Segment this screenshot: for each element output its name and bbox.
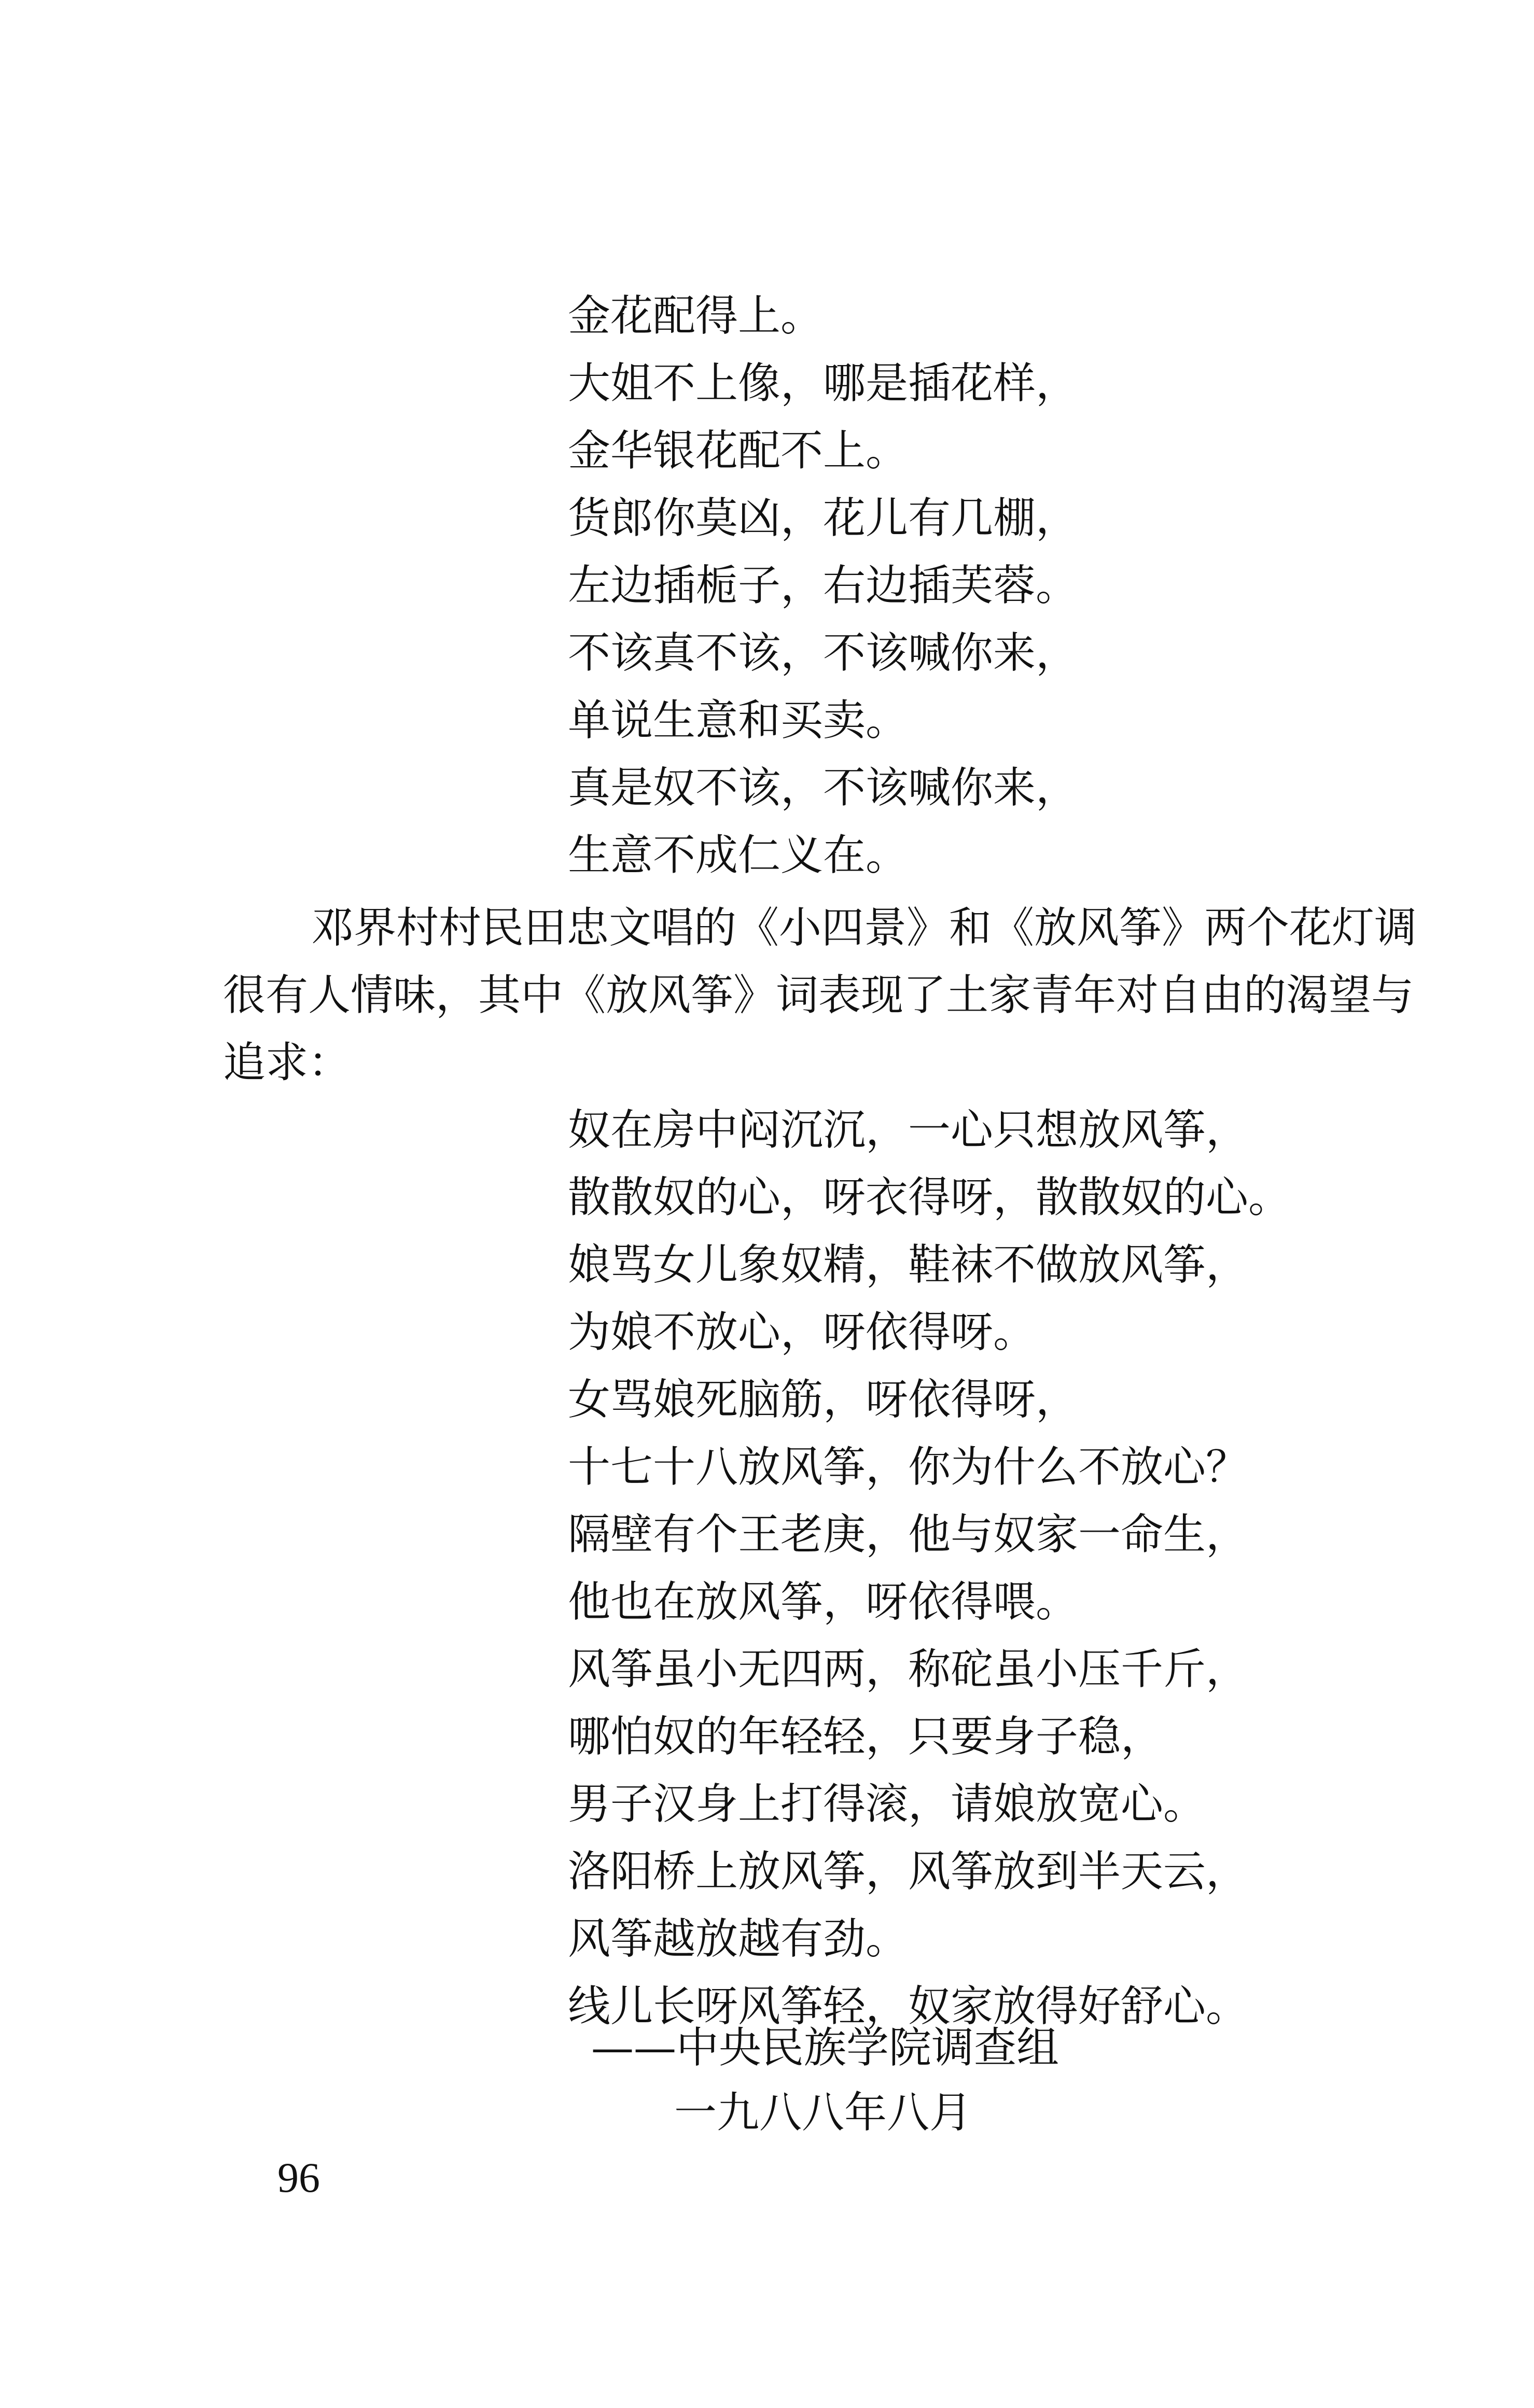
- verse-line: 哪怕奴的年轻轻，只要身子稳，: [568, 1712, 1164, 1761]
- verse-line: 左边插栀子，右边插芙蓉。: [568, 561, 1079, 610]
- paragraph-line: 邓界村村民田忠文唱的《小四景》和《放风筝》两个花灯调: [311, 903, 1417, 953]
- verse-line: 十七十八放风筝，你为什么不放心？: [568, 1443, 1249, 1492]
- verse-line: 散散奴的心，呀衣得呀，散散奴的心。: [568, 1173, 1291, 1222]
- paragraph-line: 很有人情味，其中《放风筝》词表现了土家青年对自由的渴望与: [223, 971, 1414, 1020]
- verse-line: 不该真不该，不该喊你来，: [568, 628, 1079, 678]
- verse-line: 大姐不上像，哪是插花样，: [568, 359, 1079, 408]
- signature-date: 一九八八年八月: [674, 2088, 972, 2137]
- page-number: 96: [277, 2154, 320, 2201]
- verse-line: 线儿长呀风筝轻，奴家放得好舒心。: [568, 1982, 1249, 2031]
- verse-line: 男子汉身上打得滚，请娘放宽心。: [568, 1780, 1206, 1829]
- verse-line: 生意不成仁义在。: [568, 831, 909, 880]
- verse-line: 风筝越放越有劲。: [568, 1914, 909, 1964]
- verse-line: 单说生意和买卖。: [568, 696, 909, 745]
- verse-line: 为娘不放心，呀依得呀。: [568, 1308, 1036, 1357]
- verse-line: 隔壁有个王老庚，他与奴家一命生，: [568, 1510, 1249, 1559]
- verse-line: 真是奴不该，不该喊你来，: [568, 763, 1079, 813]
- verse-line: 女骂娘死脑筋，呀依得呀，: [568, 1375, 1079, 1424]
- verse-line: 金华银花配不上。: [568, 426, 909, 475]
- verse-line: 风筝虽小无四两，称砣虽小压千斤，: [568, 1645, 1249, 1694]
- verse-line: 奴在房中闷沉沉，一心只想放风筝，: [568, 1105, 1249, 1155]
- verse-line: 货郎你莫凶，花儿有几棚，: [568, 494, 1079, 543]
- verse-line: 洛阳桥上放风筝，风筝放到半天云，: [568, 1847, 1249, 1896]
- verse-line: 金花配得上。: [568, 291, 824, 341]
- verse-line: 娘骂女儿象奴精，鞋袜不做放风筝，: [568, 1240, 1249, 1290]
- signature-author: ——中央民族学院调查组: [591, 2023, 1059, 2073]
- paragraph-line: 追求：: [223, 1038, 351, 1087]
- verse-line: 他也在放风筝，呀依得喂。: [568, 1577, 1079, 1627]
